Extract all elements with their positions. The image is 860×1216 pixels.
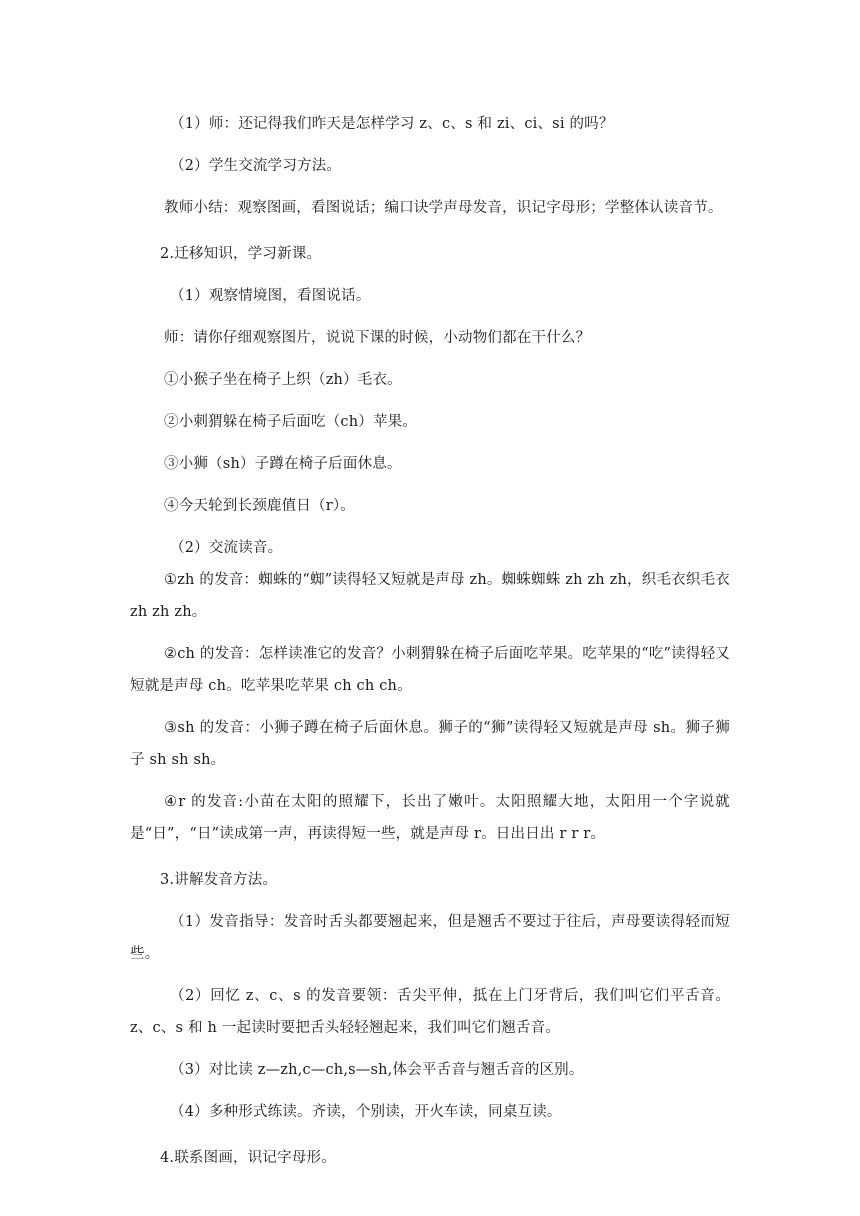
paragraph-contrast-reading: （3）对比读 z—zh,c—ch,s—sh,体会平舌音与翘舌音的区别。	[170, 1062, 584, 1078]
list-item-ch: ②小刺猬躲在椅子后面吃（ch）苹果。	[164, 414, 418, 430]
list-item-zh: ①小猴子坐在椅子上织（zh）毛衣。	[164, 372, 402, 388]
paragraph-zh-pronunciation: ①zh 的发音：蜘蛛的“蜘”读得轻又短就是声母 zh。蜘蛛蜘蛛 zh zh zh，织毛衣织毛衣 zh zh zh。	[130, 572, 730, 620]
paragraph-pronunciation-guide: （1）发音指导：发音时舌头都要翘起来，但是翘舌不要过于往后，声母要读得轻而短些。	[130, 914, 730, 962]
paragraph-teacher-prompt: 师：请你仔细观察图片，说说下课的时候，小动物们都在干什么？	[164, 330, 591, 346]
paragraph-observe-picture: （1）观察情境图，看图说话。	[170, 288, 371, 304]
heading-step-3: 3.讲解发音方法。	[160, 872, 278, 888]
paragraph-sh-pronunciation: ③sh 的发音：小狮子蹲在椅子后面休息。狮子的“狮”读得轻又短就是声母 sh。狮子狮子 sh sh sh。	[130, 720, 730, 768]
list-item-r: ④今天轮到长颈鹿值日（r）。	[164, 498, 355, 514]
paragraph-r-pronunciation: ④r 的发音:小苗在太阳的照耀下，长出了嫩叶。太阳照耀大地，太阳用一个字说就是“日”，“日”读成第一声，再读得短一些，就是声母 r。日出日出 r r r。	[130, 794, 730, 842]
paragraph-exchange-reading: （2）交流读音。	[170, 540, 283, 556]
paragraph-zcs-review: （2）回忆 z、c、s 的发音要领：舌尖平伸，抵在上门牙背后，我们叫它们平舌音。z、c、s 和 h 一起读时要把舌头轻轻翘起来，我们叫它们翘舌音。	[130, 988, 730, 1036]
heading-step-4: 4.联系图画，识记字母形。	[160, 1150, 336, 1166]
document-body	[130, 108, 730, 1174]
paragraph-student-exchange: （2）学生交流学习方法。	[170, 158, 342, 174]
paragraph-ch-pronunciation: ②ch 的发音：怎样读准它的发音？小刺猬躲在椅子后面吃苹果。吃苹果的“吃”读得轻又短就是声母 ch。吃苹果吃苹果 ch ch ch。	[130, 646, 730, 694]
paragraph-teacher-summary: 教师小结：观察图画，看图说话；编口诀学声母发音，识记字母形；学整体认读音节。	[164, 200, 723, 216]
heading-step-2: 2.迁移知识，学习新课。	[160, 246, 322, 262]
paragraph-practice-forms: （4）多种形式练读。齐读，个别读，开火车读，同桌互读。	[170, 1104, 562, 1120]
list-item-sh: ③小狮（sh）子蹲在椅子后面休息。	[164, 456, 402, 472]
paragraph-review-question: （1）师：还记得我们昨天是怎样学习 z、c、s 和 zi、ci、si 的吗？	[170, 116, 614, 132]
